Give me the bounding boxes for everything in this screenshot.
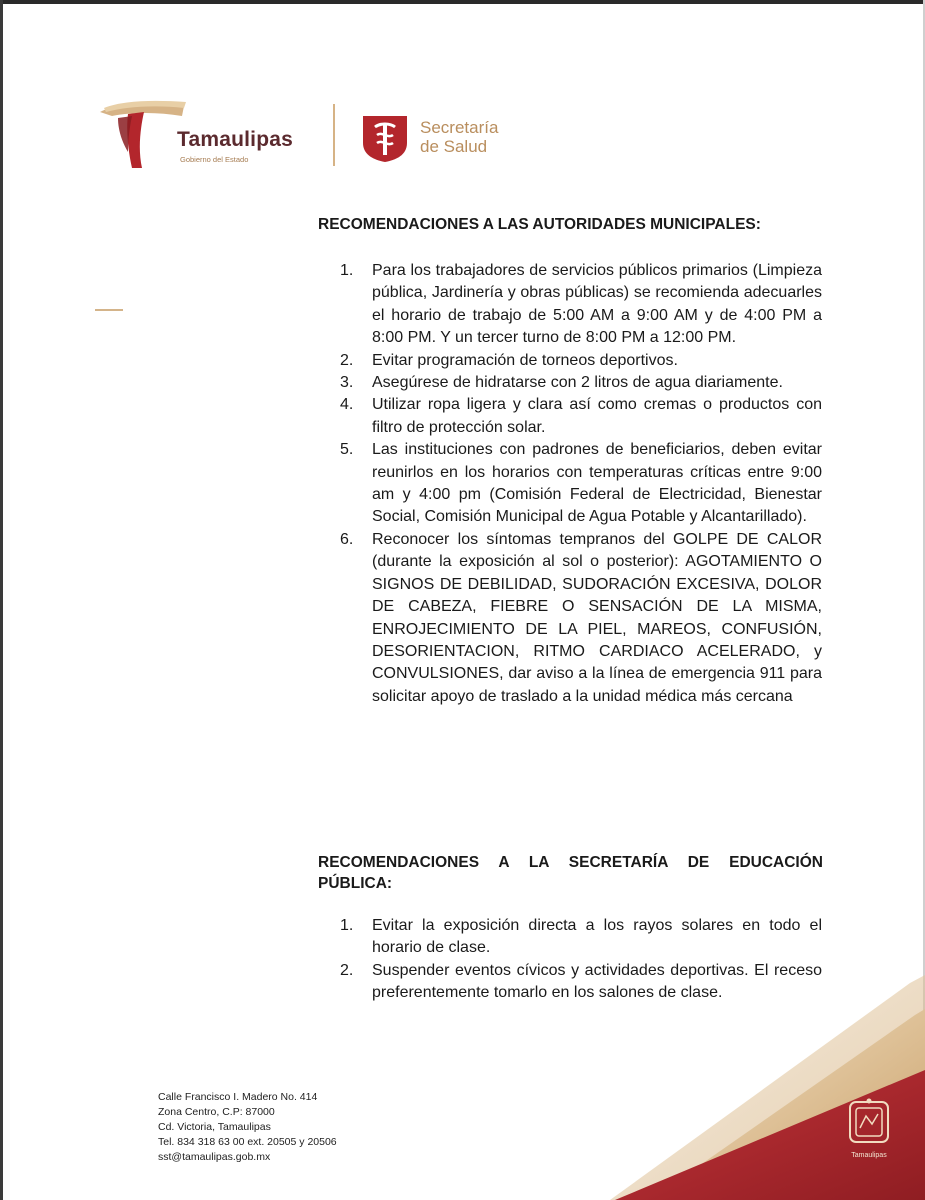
item-text: Evitar programación de torneos deportivos. [372, 351, 678, 369]
header-divider [333, 104, 335, 166]
brand-subtitle: Gobierno del Estado [180, 155, 249, 164]
item-text: Las instituciones con padrones de beneficiarios, deben evitar reunirlos en los horarios con temperaturas críticas entre 9:00 am y 4:00 pm (Comisión Federal de Electricidad, Bienestar Social, Comisión Municipal de Agua Potable y Alcantarillado). [372, 441, 822, 526]
list-item [340, 529, 822, 708]
margin-mark [95, 309, 123, 311]
address-line: Calle Francisco I. Madero No. 414 [158, 1091, 318, 1103]
footer-address [158, 1090, 337, 1165]
item-number: 2. [340, 961, 354, 979]
list-item [340, 350, 822, 372]
section1-heading: RECOMENDACIONES A LAS AUTORIDADES MUNICIPALES: [318, 216, 761, 233]
list-item [340, 915, 822, 960]
secretaria-line2: de Salud [420, 137, 488, 156]
item-number: 2. [340, 351, 354, 369]
email-line: sst@tamaulipas.gob.mx [158, 1151, 271, 1163]
item-text: Reconocer los síntomas tempranos del GOLPE DE CALOR (durante la exposición al sol o posterior): AGOTAMIENTO O SIGNOS DE DEBILIDAD, SUDORACIÓN EXCESIVA, DOLOR DE CABEZA, FIEBRE O SENSACIÓN DE LA MISMA, ENROJECIMIENTO DE LA PIEL, MAREOS, CONFUSIÓN, DESORIENTACION, RITMO CARDIACO ACELERADO, y CONVULSIONES, dar aviso a la línea de emergencia 911 para solicitar apoyo de traslado a la unidad médica más cercana [372, 530, 822, 705]
list-item [340, 260, 822, 350]
item-text: Evitar la exposición directa a los rayos solares en todo el horario de clase. [372, 917, 822, 957]
item-number: 4. [340, 396, 354, 414]
item-text: Para los trabajadores de servicios públicos primarios (Limpieza pública, Jardinería y obras públicas) se recomienda adecuarles el horario de trabajo de 5:00 AM a 9:00 AM y de 4:00 PM a 8:00 PM. Y un tercer turno de 8:00 PM a 12:00 PM. [372, 262, 822, 347]
section2-heading: RECOMENDACIONES A LA SECRETARÍA DE EDUCACIÓN PÚBLICA: [318, 854, 823, 892]
item-number: 6. [340, 530, 354, 548]
secretaria-salud-title [420, 118, 498, 156]
address-line: Zona Centro, C.P: 87000 [158, 1106, 275, 1118]
item-number: 3. [340, 374, 354, 392]
municipal-recommendations-list [340, 260, 822, 708]
list-item [340, 372, 822, 394]
left-border [0, 0, 3, 1200]
seal-caption: Tamaulipas [851, 1152, 887, 1159]
item-number: 5. [340, 441, 354, 459]
phone-line: Tel. 834 318 63 00 ext. 20505 y 20506 [158, 1136, 337, 1148]
corner-decoration [610, 975, 925, 1200]
item-text: Asegúrese de hidratarse con 2 litros de agua diariamente. [372, 374, 783, 392]
list-item [340, 439, 822, 529]
top-border [0, 0, 925, 4]
secretaria-line1: Secretaría [420, 118, 499, 137]
item-text: Suspender eventos cívicos y actividades deportivas. El receso preferentemente tomarlo en los salones de clase. [372, 961, 822, 1002]
item-text: Utilizar ropa ligera y clara así como cremas o productos con filtro de protección solar. [372, 396, 822, 436]
tamaulipas-seal-icon [846, 1098, 892, 1150]
tamaulipas-t-logo [98, 100, 188, 170]
address-line: Cd. Victoria, Tamaulipas [158, 1121, 271, 1133]
secretaria-salud-emblem [360, 113, 410, 163]
brand-name: Tamaulipas [177, 128, 293, 151]
item-number: 1. [340, 917, 354, 934]
list-item [340, 394, 822, 439]
item-number: 1. [340, 262, 354, 279]
